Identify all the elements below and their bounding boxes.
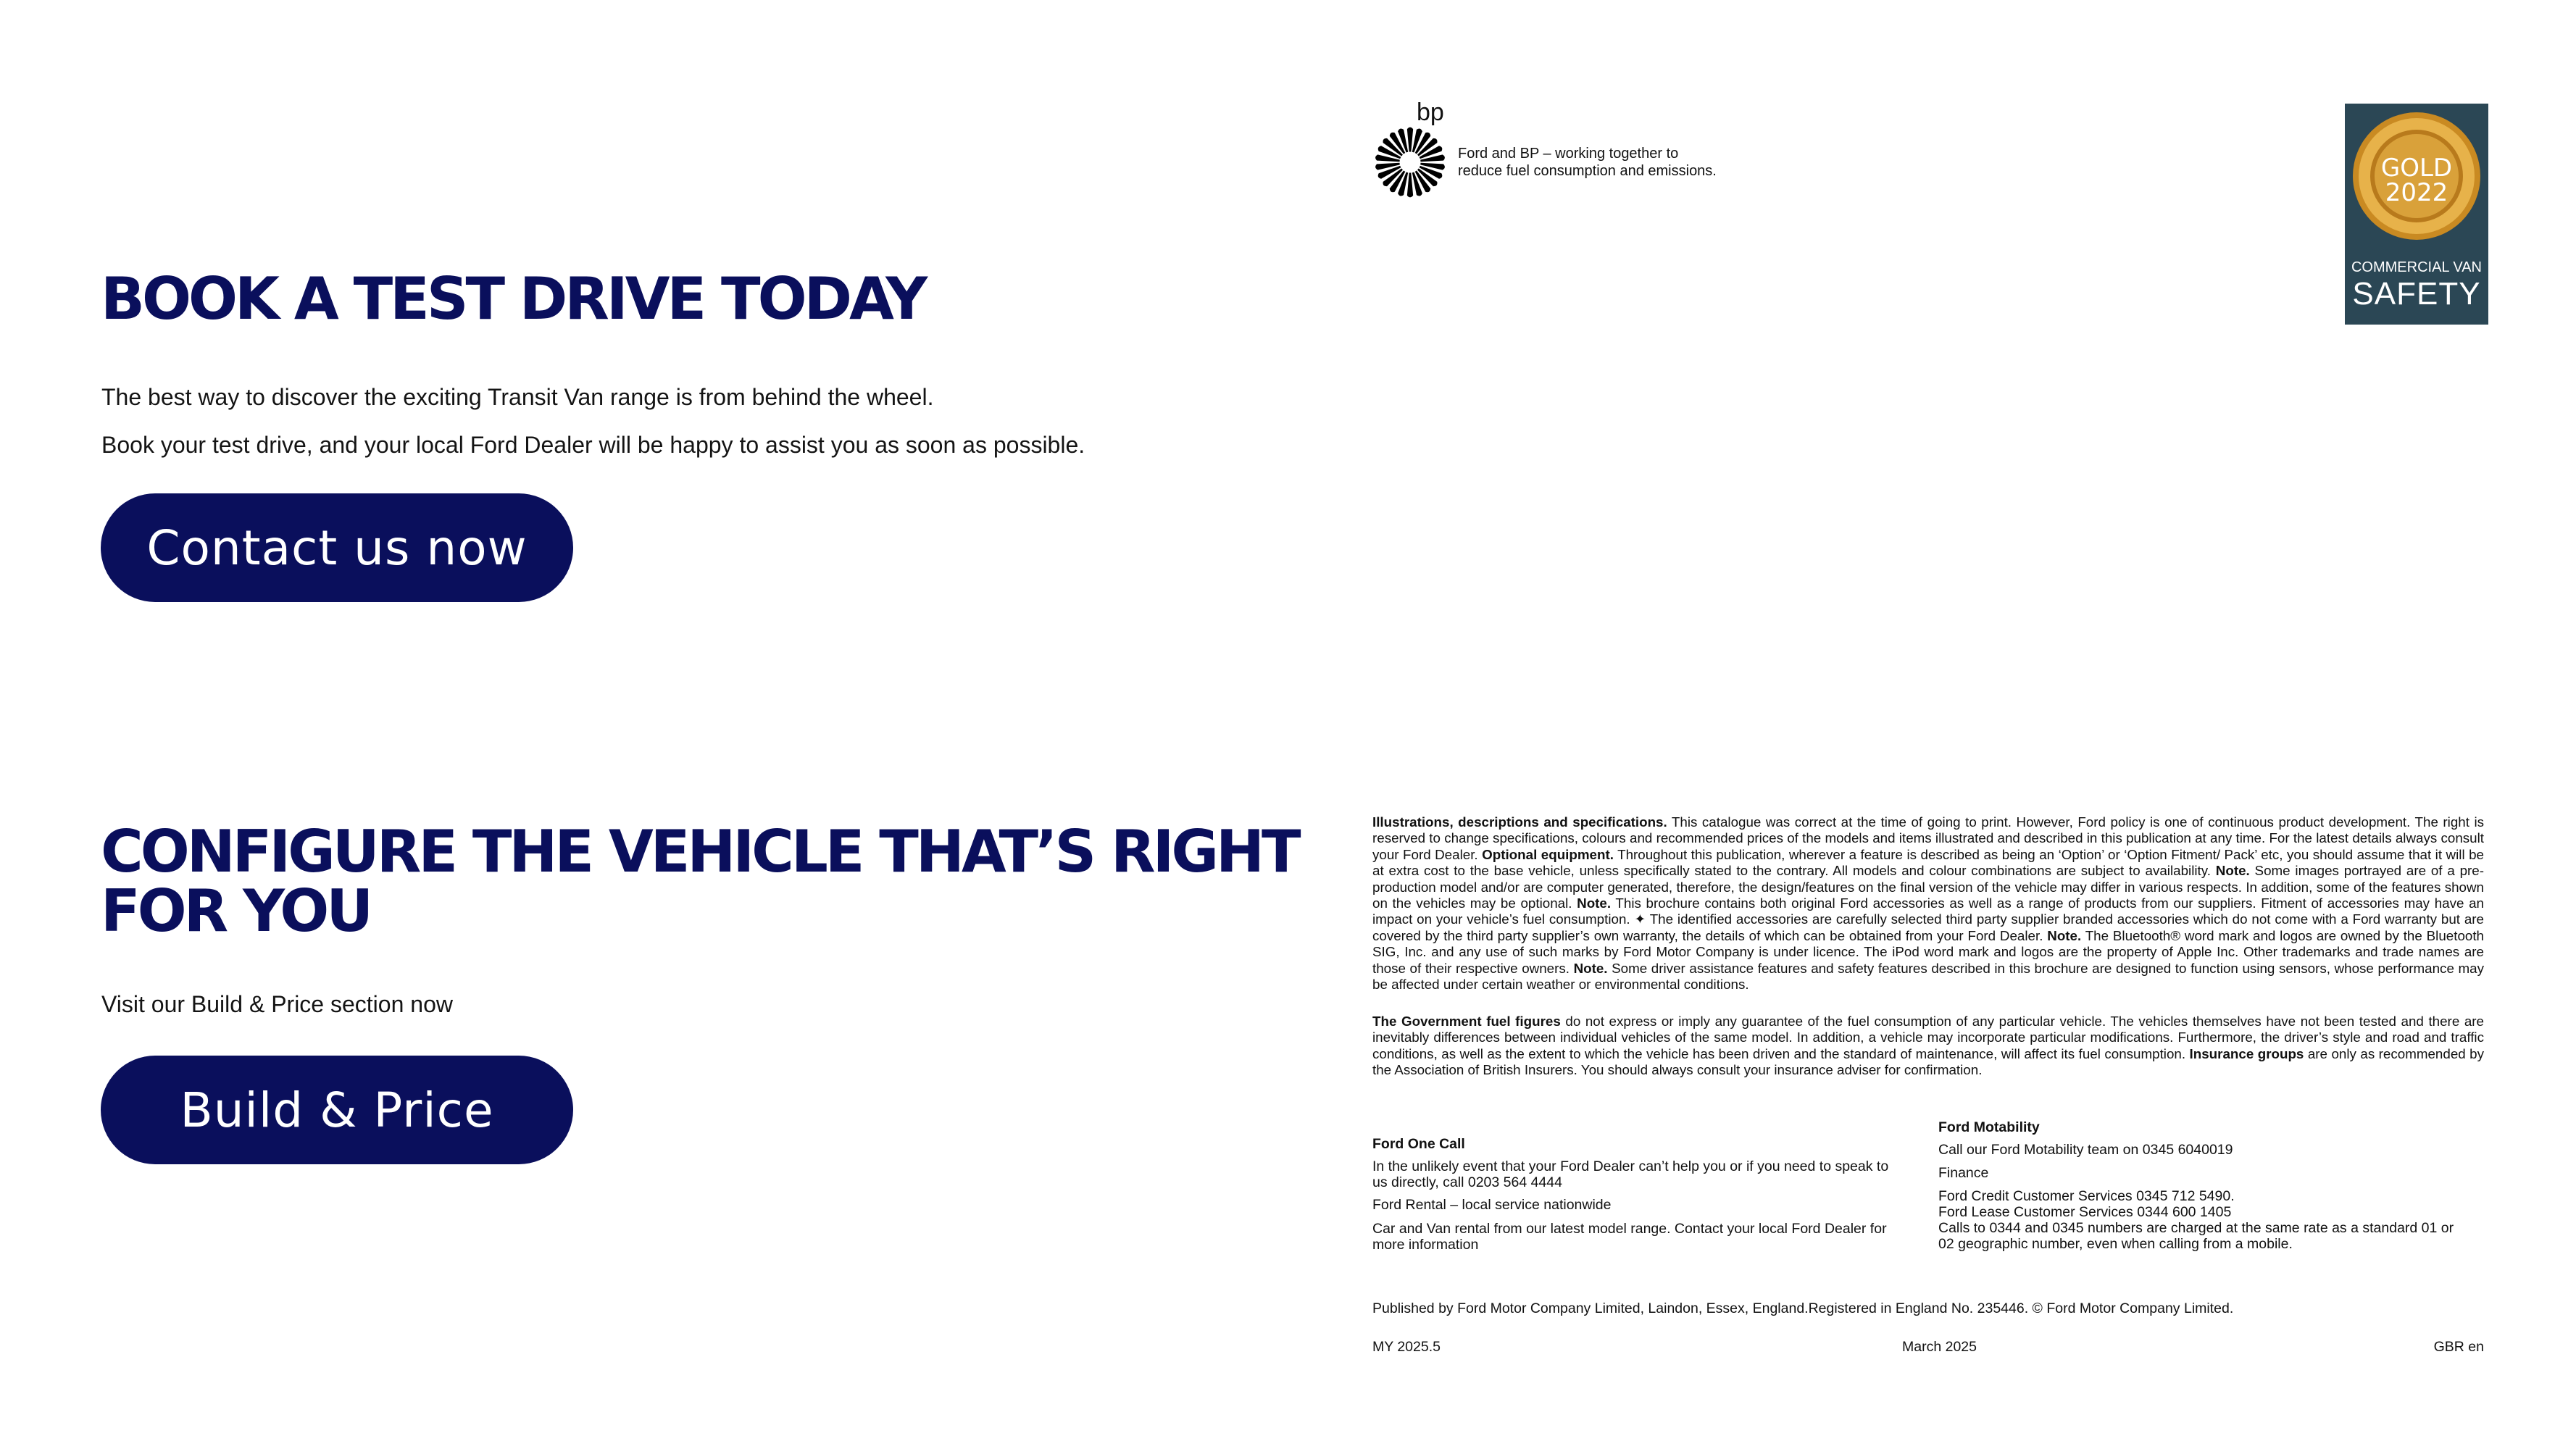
legal-head-5: ✦ (1634, 911, 1646, 927)
finance-text (1938, 1188, 2454, 1252)
build-and-price-button[interactable]: Build & Price (101, 1056, 573, 1164)
configure-text: Visit our Build & Price section now (101, 991, 453, 1017)
finance-label: Finance (1938, 1165, 1989, 1181)
model-year: MY 2025.5 (1372, 1339, 1441, 1355)
configure-heading-line-1: CONFIGURE THE VEHICLE THAT’S RIGHT (101, 818, 1299, 885)
legal-head-2: Optional equipment. (1482, 846, 1614, 862)
legal-paragraph-2 (1372, 1014, 2484, 1079)
ford-one-call-line-1: In the unlikely event that your Ford Dealer can’t help you or if you need to speak to (1372, 1158, 1889, 1174)
legal-text-9: are only as recommended by the Association of British Insurers. You should always consult your insurance adviser for confirmation. (1372, 1045, 2485, 1078)
finance-line-3: Calls to 0344 and 0345 numbers are charged at the same rate as a standard 01 or (1938, 1220, 2454, 1236)
ford-rental-text: Ford Rental – local service nationwide (1372, 1197, 1612, 1213)
ford-motability-text: Call our Ford Motability team on 0345 6040019 (1938, 1142, 2233, 1158)
ford-one-call-title: Ford One Call (1372, 1136, 1465, 1152)
legal-text-8: do not express or imply any guarantee of the fuel consumption of any particular vehicle. The vehicles themselves have not been tested and there are inevitably differences between individual vehicles of the same model. In addition, a vehicle may incorporate particular modifications. Furthermore, the driver’s style and road and traffic conditions, as well as the extent to which the vehicle has been driven and the standard of maintenance, will affect its fuel consumption. (1372, 1014, 2484, 1061)
bp-tagline-line-2: reduce fuel consumption and emissions. (1458, 163, 1717, 179)
finance-line-2: Ford Lease Customer Services 0344 600 1405 (1938, 1204, 2232, 1220)
legal-paragraph-1 (1372, 814, 2484, 993)
legal-text-2: Throughout this publication, wherever a feature is described as being an ‘Option’ or ‘Option Fitment/ Pack’ etc, you should assume that it will be at extra cost to the base vehicle, unless specifically stated to the contrary. All models and colour combinations are subject to availability. (1372, 846, 2484, 879)
publication-date: March 2025 (1902, 1339, 1977, 1355)
legal-head-3: Note. (2215, 863, 2250, 879)
legal-head-9: Insurance groups (2189, 1045, 2304, 1061)
locale-code: GBR en (2433, 1339, 2484, 1355)
test-drive-heading: BOOK A TEST DRIVE TODAY (101, 265, 925, 333)
bp-wordmark: bp (1417, 99, 1444, 126)
contact-us-button[interactable]: Contact us now (101, 493, 573, 602)
ford-one-call-line-2: us directly, call 0203 564 4444 (1372, 1174, 1562, 1190)
configure-heading (101, 818, 1299, 945)
car-van-rental-line-2: more information (1372, 1237, 1479, 1253)
badge-title: SAFETY (2352, 276, 2481, 312)
finance-line-4: 02 geographic number, even when calling from a mobile. (1938, 1236, 2293, 1252)
bp-helios-icon (1372, 125, 1448, 200)
legal-head-6: Note. (2047, 927, 2082, 943)
legal-head-7: Note. (1573, 960, 1608, 976)
bp-tagline (1458, 145, 1717, 180)
ford-one-call-text (1372, 1158, 1888, 1190)
legal-head-1: Illustrations, descriptions and specifications. (1372, 814, 1667, 830)
legal-text-3: Some images portrayed are of a pre-production model and/or are computer generated, therefore, the design/features on the final version of the vehicle may differ in various respects. In addition, some of the features shown on the vehicles may be optional. (1372, 863, 2484, 911)
test-drive-text-2: Book your test drive, and your local Ford Dealer will be happy to assist you as soon as possible. (101, 432, 1085, 458)
test-drive-text-1: The best way to discover the exciting Transit Van range is from behind the wheel. (101, 384, 934, 410)
badge-gold-text (2345, 156, 2488, 205)
configure-heading-line-2: FOR YOU (101, 877, 371, 945)
ford-motability-title: Ford Motability (1938, 1119, 2040, 1135)
bp-tagline-line-1: Ford and BP – working together to (1458, 146, 1679, 162)
finance-line-1: Ford Credit Customer Services 0345 712 5490. (1938, 1188, 2235, 1204)
car-van-rental-text (1372, 1221, 1887, 1253)
legal-text-6: The Bluetooth® word mark and logos are owned by the Bluetooth SIG, Inc. and any use of such marks by Ford Motor Company is under licence. The iPod word mark and logos are the property of Apple Inc. Other trademarks and trade names are those of their respective owners. (1372, 927, 2484, 976)
badge-gold-line-2: 2022 (2385, 178, 2448, 207)
legal-head-8: The Government fuel figures (1372, 1014, 1561, 1029)
badge-gold-line-1: GOLD (2380, 154, 2453, 183)
legal-text-4: This brochure contains both original Ford accessories as well as a range of products from our suppliers. Fitment of accessories may have an impact on your vehicle’s fuel consumption. (1372, 895, 2484, 927)
car-van-rental-line-1: Car and Van rental from our latest model range. Contact your local Ford Dealer for (1372, 1221, 1887, 1237)
publisher-text: Published by Ford Motor Company Limited, Laindon, Essex, England.Registered in England No. 235446. © Ford Motor Company Limited. (1372, 1300, 2234, 1316)
badge-category: COMMERCIAL VAN (2351, 259, 2483, 275)
legal-text-5: The identified accessories are carefully selected third party supplier branded accessories which do not come with a Ford warranty but are covered by the third party supplier’s own warranty, the details of which can be obtained from your Ford Dealer. (1372, 911, 2485, 943)
legal-text-1: This catalogue was correct at the time of going to print. However, Ford policy is one of continuous product development. The right is reserved to change specifications, colours and recommended prices of the models and items illustrated and described in this publication at any time. For the latest details always consult your Ford Dealer. (1372, 814, 2485, 862)
legal-text-7: Some driver assistance features and safety features described in this brochure are designed to function using sensors, whose performance may be affected under certain weather or environmental conditions. (1372, 960, 2484, 993)
gold-safety-badge (2345, 104, 2488, 325)
legal-head-4: Note. (1577, 895, 1612, 911)
